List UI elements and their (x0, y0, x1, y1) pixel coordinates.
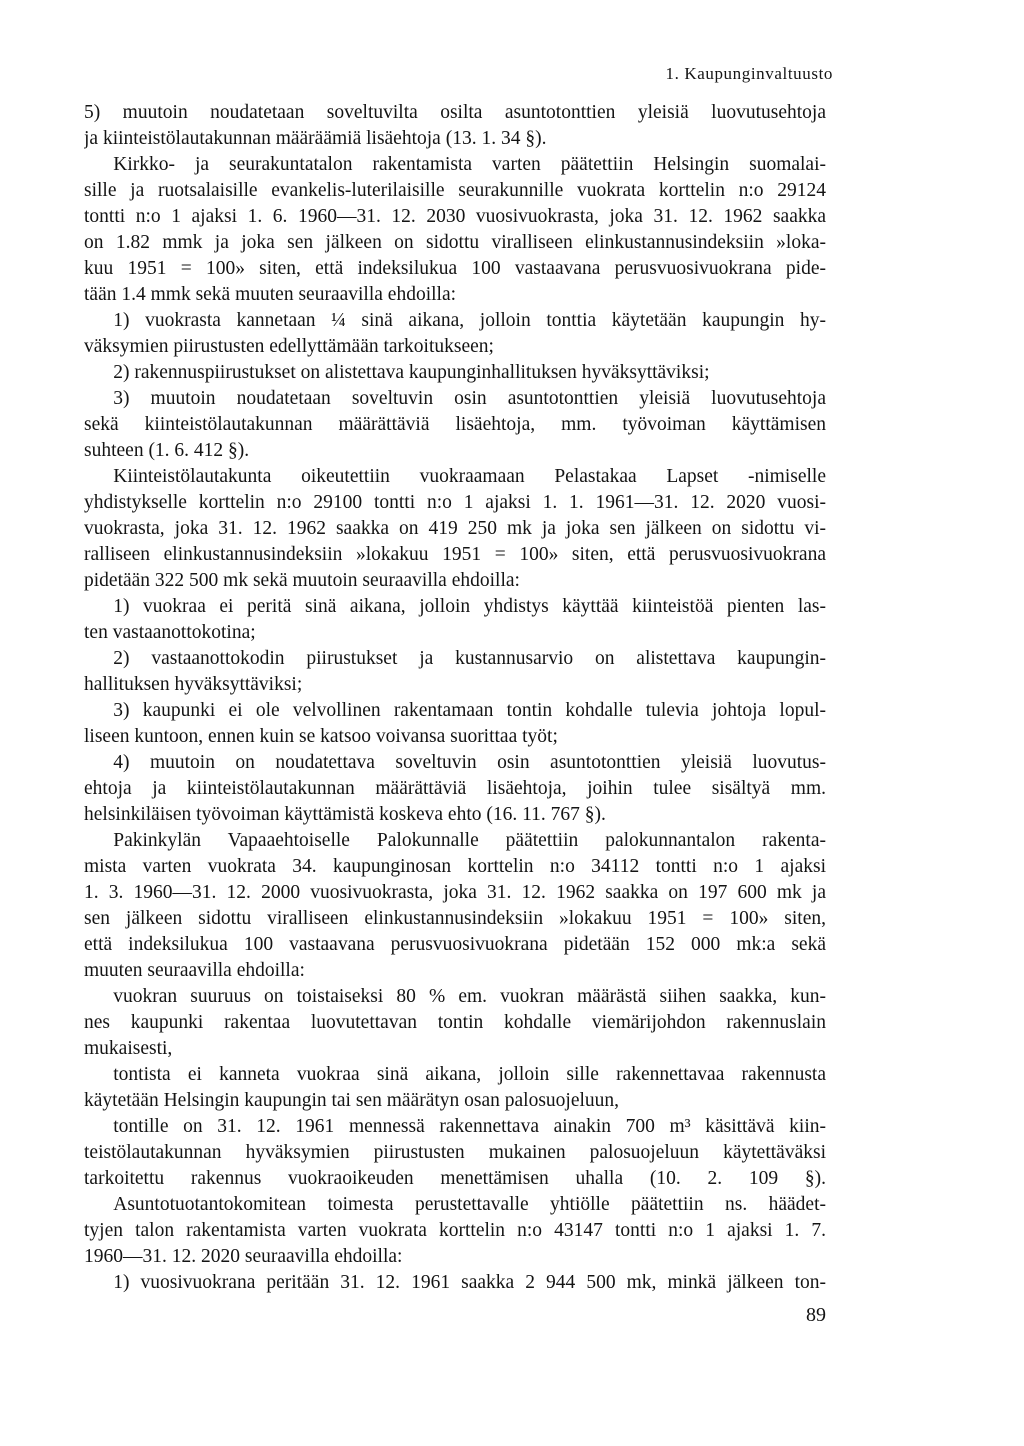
text-line: Kirkko- ja seurakuntatalon rakentamista varten päätettiin Helsingin suomalai- (113, 154, 826, 175)
body-text (84, 100, 826, 1296)
text-line: Asuntotuotantokomitean toimesta perustettavalle yhtiölle päätettiin ns. häädet- (113, 1194, 826, 1215)
text-line: 1) vuokrasta kannetaan ¼ sinä aikana, jolloin tonttia käytetään kaupungin hy- (113, 310, 826, 331)
text-line: 1) vuokraa ei peritä sinä aikana, jolloin yhdistys käyttää kiinteistöä pienten las- (113, 596, 826, 617)
text-line: Kiinteistölautakunta oikeutettiin vuokraamaan Pelastakaa Lapset -nimiselle (113, 466, 826, 487)
text-line: kuu 1951 = 100» siten, että indeksilukua 100 vastaavana perusvuosivuokrana pide- (84, 258, 826, 279)
text-line: 2) vastaanottokodin piirustukset ja kustannusarvio on alistettava kaupungin- (113, 648, 826, 669)
text-line: tään 1.4 mmk sekä muuten seuraavilla ehdoilla: (84, 284, 457, 305)
text-line: ralliseen elinkustannusindeksiin »lokakuu 1951 = 100» siten, että perusvuosivuokrana (84, 544, 826, 565)
text-line: suhteen (1. 6. 412 §). (84, 440, 250, 461)
text-line: vuokran suuruus on toistaiseksi 80 % em. vuokran määrästä siihen saakka, kun- (113, 986, 826, 1007)
text-line: teistölautakunnan hyväksymien piirustusten mukainen palosuojeluun käytettäväksi (84, 1142, 826, 1163)
text-line: 2) rakennuspiirustukset on alistettava kaupunginhallituksen hyväksyttäviksi; (113, 362, 710, 383)
text-line: 1. 3. 1960—31. 12. 2000 vuosivuokrasta, joka 31. 12. 1962 saakka on 197 600 mk ja (84, 882, 826, 903)
text-line: 4) muutoin on noudatettava soveltuvin osin asuntotonttien yleisiä luovutus- (113, 752, 826, 773)
text-line: ehtoja ja kiinteistölautakunnan määrättäviä lisäehtoja, joihin tulee sisältyä mm. (84, 778, 826, 799)
text-line: tontti n:o 1 ajaksi 1. 6. 1960—31. 12. 2030 vuosivuokrasta, joka 31. 12. 1962 saakka (84, 206, 826, 227)
text-line: sekä kiinteistölautakunnan määrättäviä lisäehtoja, mm. työvoiman käyttämisen (84, 414, 826, 435)
text-line: nes kaupunki rakentaa luovutettavan tontin kohdalle viemärijohdon rakennuslain (84, 1012, 826, 1033)
text-line: tarkoitettu rakennus vuokraoikeuden menettämisen uhalla (10. 2. 109 §). (84, 1168, 826, 1189)
text-line: että indeksilukua 100 vastaavana perusvuosivuokrana pidetään 152 000 mk:a sekä (84, 934, 826, 955)
text-line: mukaisesti, (84, 1038, 173, 1059)
text-line: 3) muutoin noudatetaan soveltuvin osin asuntotonttien yleisiä luovutusehtoja (113, 388, 826, 409)
running-head: 1. Kaupunginvaltuusto (665, 64, 833, 83)
text-line: tontille on 31. 12. 1961 mennessä rakennettava ainakin 700 m³ käsittävä kiin- (113, 1116, 826, 1137)
page-number: 89 (806, 1304, 826, 1326)
text-line: 5) muutoin noudatetaan soveltuvilta osilta asuntotonttien yleisiä luovutusehtoja (84, 102, 826, 123)
text-line: 1) vuosivuokrana peritään 31. 12. 1961 saakka 2 944 500 mk, minkä jälkeen ton- (113, 1272, 826, 1293)
text-line: käytetään Helsingin kaupungin tai sen määrätyn osan palosuojeluun, (84, 1090, 620, 1111)
text-line: sen jälkeen sidottu viralliseen elinkustannusindeksiin »lokakuu 1951 = 100» siten, (84, 908, 826, 929)
text-line: Pakinkylän Vapaaehtoiselle Palokunnalle päätettiin palokunnantalon rakenta- (113, 830, 826, 851)
text-line: ten vastaanottokotina; (84, 622, 256, 643)
text-line: hallituksen hyväksyttäviksi; (84, 674, 303, 695)
text-line: ja kiinteistölautakunnan määräämiä lisäehtoja (13. 1. 34 §). (84, 128, 547, 149)
text-line: tyjen talon rakentamista varten vuokrata korttelin n:o 43147 tontti n:o 1 ajaksi 1. 7. (84, 1220, 826, 1241)
text-line: muuten seuraavilla ehdoilla: (84, 960, 305, 981)
text-line: helsinkiläisen työvoiman käyttämistä koskeva ehto (16. 11. 767 §). (84, 804, 606, 825)
text-line: 1960—31. 12. 2020 seuraavilla ehdoilla: (84, 1246, 403, 1267)
text-line: yhdistykselle korttelin n:o 29100 tontti n:o 1 ajaksi 1. 1. 1961—31. 12. 2020 vuosi- (84, 492, 826, 513)
text-line: 3) kaupunki ei ole velvollinen rakentamaan tontin kohdalle tulevia johtoja lopul- (113, 700, 826, 721)
text-line: vuokrasta, joka 31. 12. 1962 saakka on 419 250 mk ja joka sen jälkeen on sidottu vi- (84, 518, 826, 539)
text-line: sille ja ruotsalaisille evankelis-luterilaisille seurakunnille vuokrata korttelin n:o 29124 (84, 180, 826, 201)
text-line: väksymien piirustusten edellyttämään tarkoitukseen; (84, 336, 494, 357)
text-line: liseen kuntoon, ennen kuin se katsoo voivansa suorittaa työt; (84, 726, 558, 747)
text-line: pidetään 322 500 mk sekä muutoin seuraavilla ehdoilla: (84, 570, 520, 591)
text-line: tontista ei kanneta vuokraa sinä aikana, jolloin sille rakennettavaa rakennusta (113, 1064, 826, 1085)
text-line: mista varten vuokrata 34. kaupunginosan korttelin n:o 34112 tontti n:o 1 ajaksi (84, 856, 826, 877)
text-line: on 1.82 mmk ja joka sen jälkeen on sidottu viralliseen elinkustannusindeksiin »loka- (84, 232, 826, 253)
